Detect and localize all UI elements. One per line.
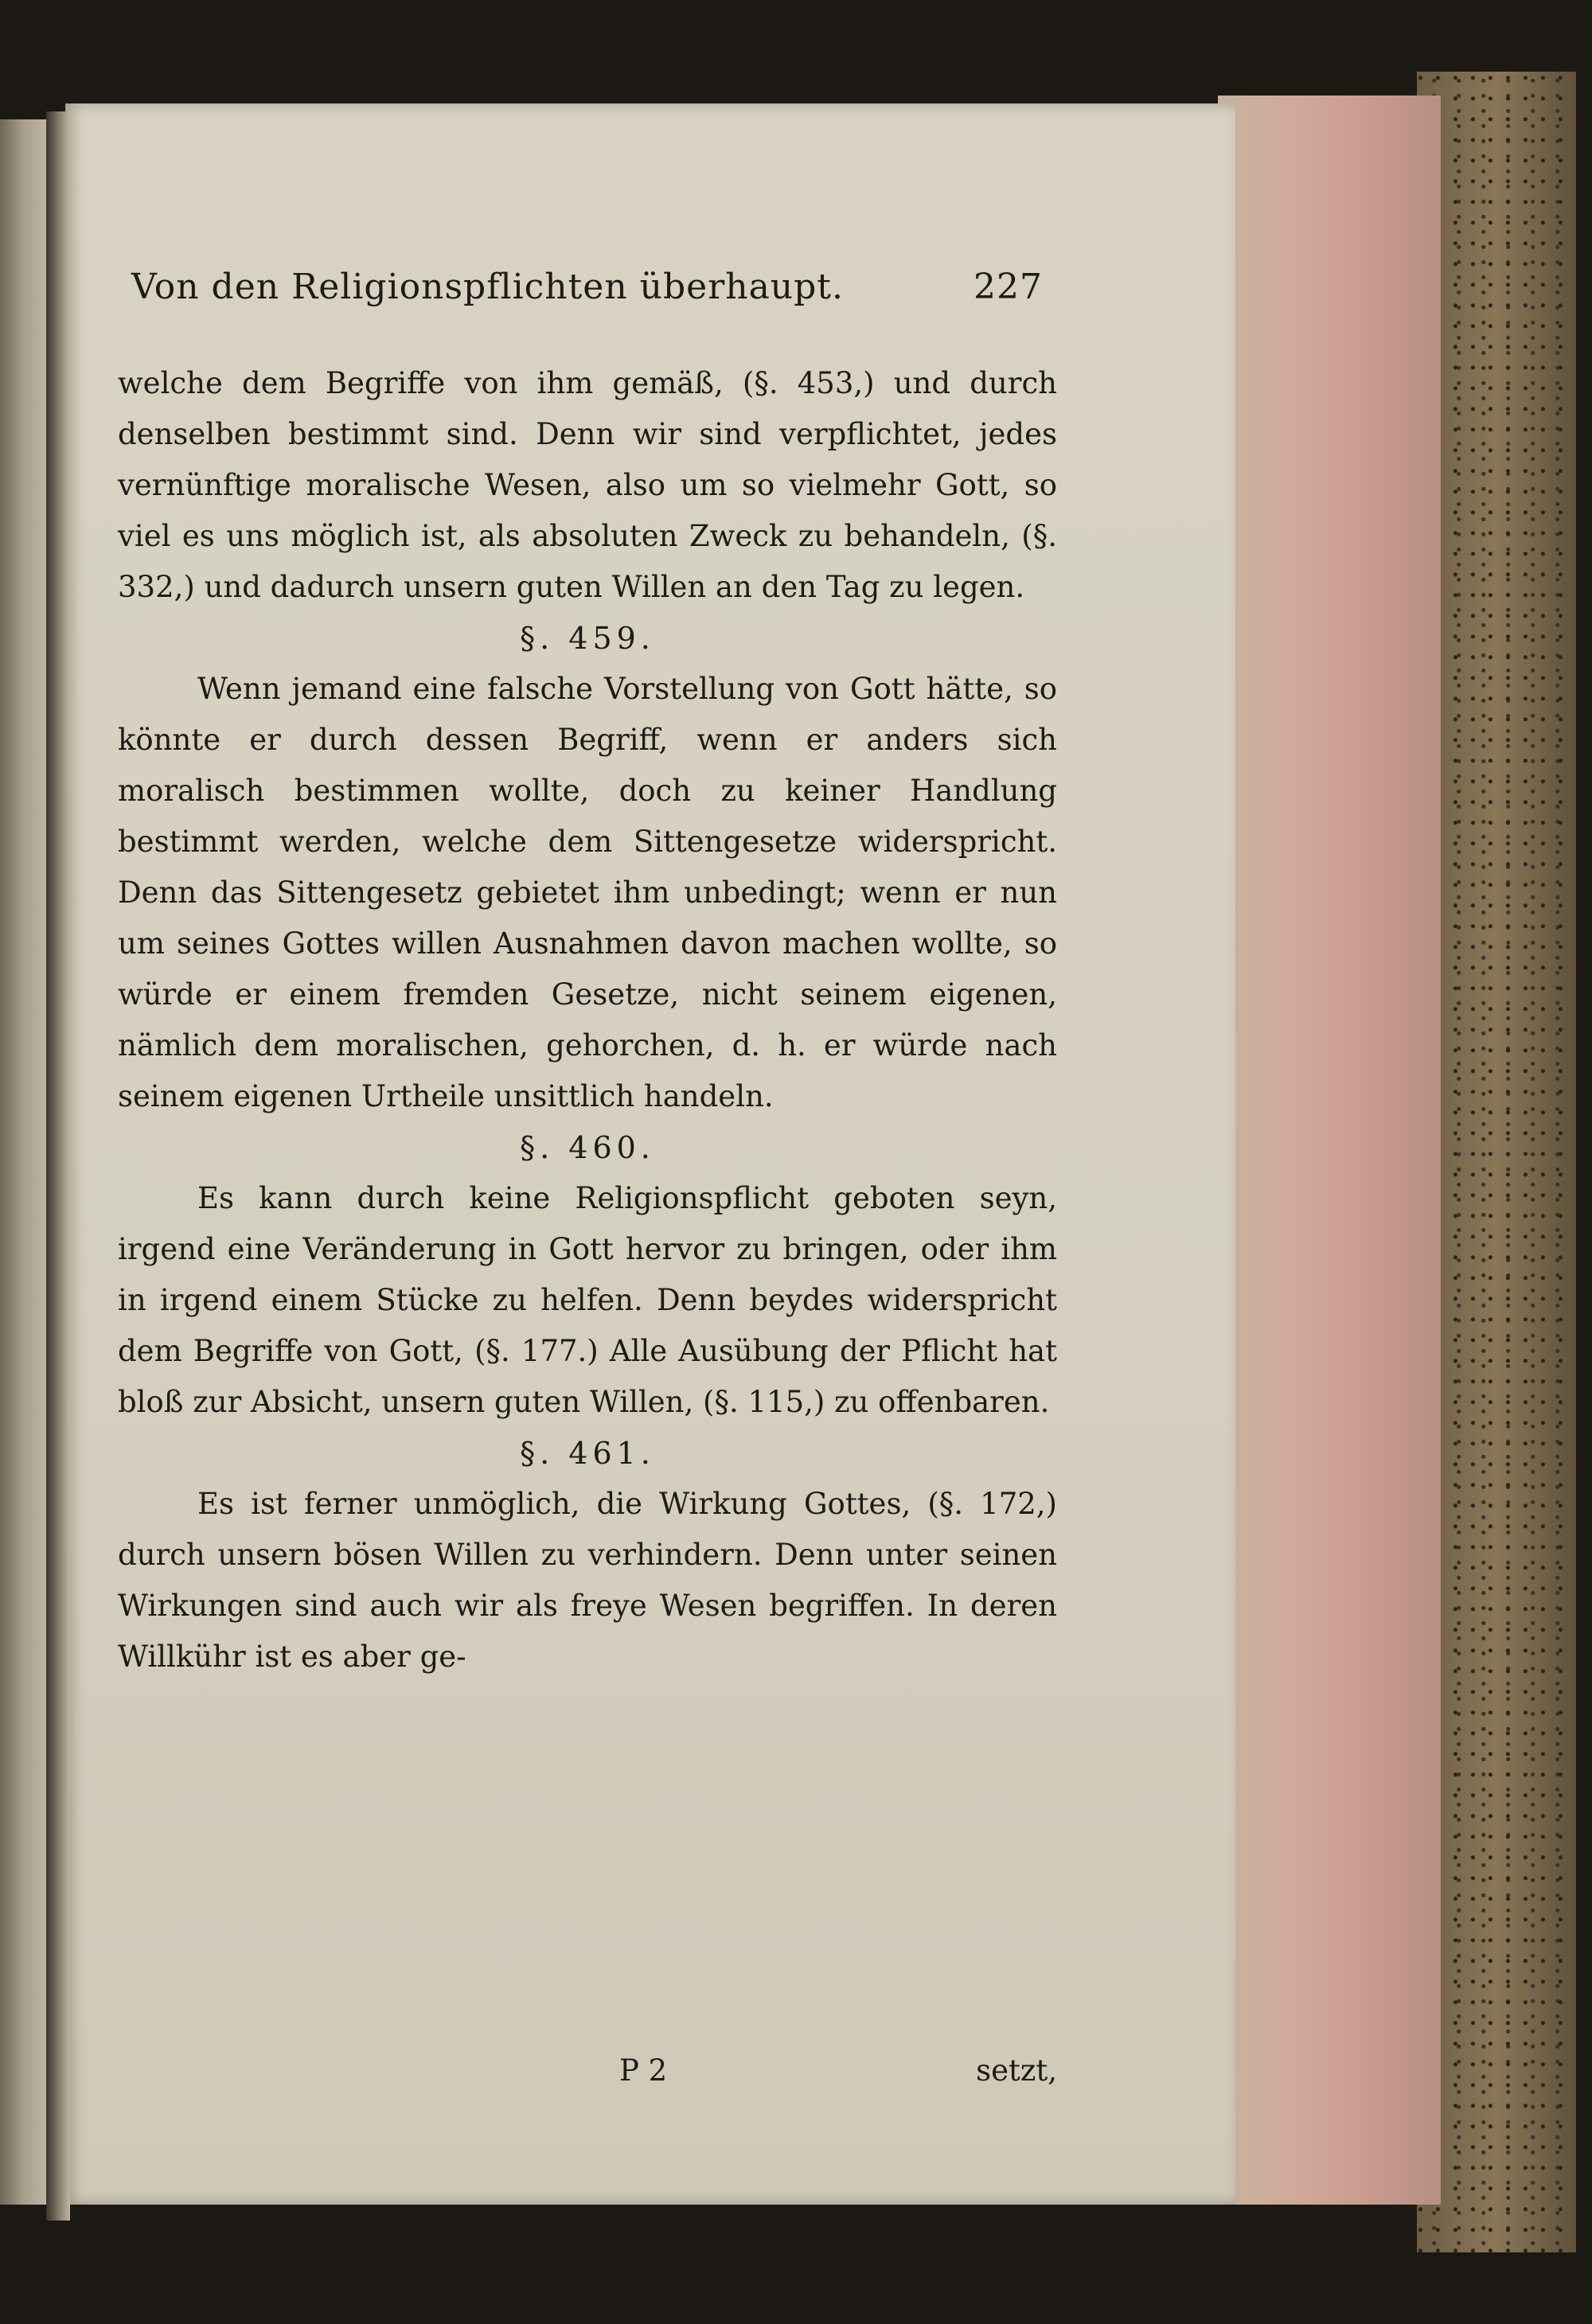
book-cover-edge xyxy=(1417,72,1576,2252)
page-number: 227 xyxy=(974,267,1043,307)
text-block xyxy=(118,358,1057,1683)
paragraph-459: Wenn jemand eine falsche Vorstellung von Gott hätte, so könnte er durch dessen Begriff, wenn er anders sich moralisch bestimmen wollte, doch zu keiner Handlung bestimmt werden, welche dem Sittengesetze widerspricht. Denn das Sittengesetz gebietet ihm unbedingt; wenn er nun um seines Gottes willen Ausnahmen davon machen wollte, so würde er einem fremden Gesetze, nicht seinem eigenen, nämlich dem moralischen, gehorchen, d. h. er würde nach seinem eigenen Urtheile unsittlich handeln. xyxy=(118,672,1057,1113)
signature-mark: P 2 xyxy=(619,2053,668,2088)
book-gutter xyxy=(46,111,70,2221)
paragraph-460: Es kann durch keine Religionspflicht geboten seyn, irgend eine Veränderung in Gott hervor zu bringen, oder ihm in irgend einem Stücke zu helfen. Denn beydes widerspricht dem Begriffe von Gott, (§. 177.) Alle Ausübung der Pflicht hat bloß zur Absicht, unsern guten Willen, (§. 115,) zu offenbaren. xyxy=(118,1181,1057,1419)
catchword: setzt, xyxy=(976,2053,1057,2088)
running-header xyxy=(131,267,1043,307)
paragraph-461: Es ist ferner unmöglich, die Wirkung Gottes, (§. 172,) durch unsern bösen Willen zu verhindern. Denn unter seinen Wirkungen sind auch wir als freye Wesen begriffen. In deren Willkühr ist es aber ge- xyxy=(118,1487,1057,1674)
page-block-edge xyxy=(1218,96,1441,2205)
section-heading-460: §. 460. xyxy=(520,1130,655,1165)
paragraph-continued: welche dem Begriffe von ihm gemäß, (§. 453,) und durch denselben bestimmt sind. Denn wir sind verpflichtet, jedes vernünftige moralische Wesen, also um so vielmehr Gott, so viel es uns möglich ist, als absoluten Zweck zu behandeln, (§. 332,) und dadurch unsern guten Willen an den Tag zu legen. xyxy=(118,366,1057,604)
section-heading-459: §. 459. xyxy=(520,621,655,656)
running-title: Von den Religionspflichten überhaupt. xyxy=(131,267,844,307)
section-heading-461: §. 461. xyxy=(520,1436,655,1471)
